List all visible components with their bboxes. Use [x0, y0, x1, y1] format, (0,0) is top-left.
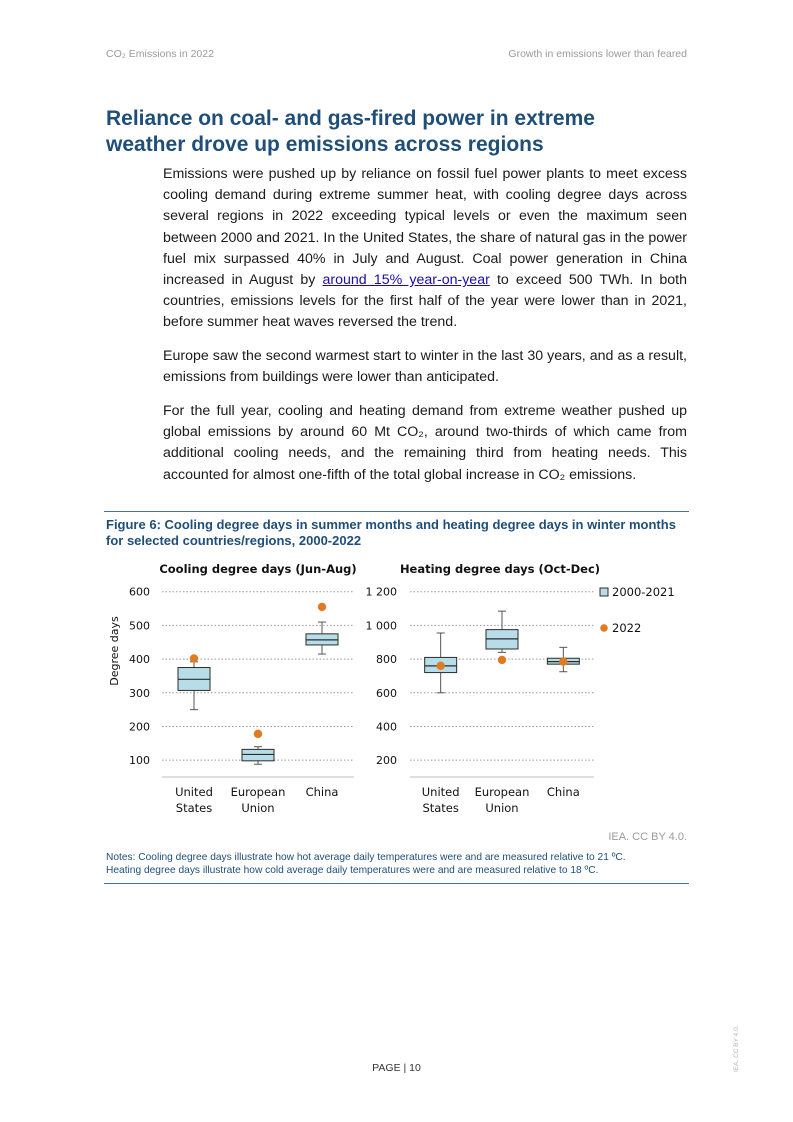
figure-chart — [100, 555, 700, 825]
chart2-category-label: European — [474, 785, 530, 799]
chart1-point-2022 — [190, 654, 198, 662]
figure-bottom-divider — [104, 883, 689, 884]
chart1-ytick-label: 200 — [129, 720, 150, 734]
chart1-ytick-label: 100 — [129, 754, 150, 768]
chart2-ytick-label: 1 200 — [365, 585, 397, 599]
chart1-category-label: United — [175, 785, 213, 799]
chart1-title: Cooling degree days (Jun-Aug) — [159, 562, 357, 576]
page-number: PAGE | 10 — [372, 1062, 421, 1074]
figure-notes-line-1: Notes: Cooling degree days illustrate how hot average daily temperatures were and are measured relative to 21 ºC. — [106, 852, 626, 863]
chart1-ytick-label: 400 — [129, 653, 150, 667]
chart2-point-2022 — [436, 662, 444, 670]
paragraph-1-text-a: Emissions were pushed up by reliance on fossil fuel power plants to meet excess cooling demand during extreme summer heat, with cooling degree days across several regions in 2022 exceeding typical levels or even the maximum seen between 2000 and 2021. In the United States, the share of natural gas in the power fuel mix surpassed 40% in July and August. Coal power generation in China increased in August by — [163, 166, 687, 289]
chart2-point-2022 — [498, 656, 506, 664]
chart2-category-label: United — [421, 785, 460, 799]
page-title: Reliance on coal- and gas-fired power in extreme weather drove up emissions across regions — [106, 107, 595, 156]
chart1-ytick-label: 300 — [129, 686, 150, 700]
chart1-category-label: European — [230, 785, 286, 799]
chart1-box — [242, 749, 274, 760]
paragraph-1 — [163, 164, 687, 334]
chart2-category-label: States — [422, 801, 459, 815]
chart1-ytick-label: 600 — [129, 585, 150, 599]
chart2-ytick-label: 400 — [376, 720, 397, 734]
figure-title: Figure 6: Cooling degree days in summer months and heating degree days in winter months for selected countries/regions, 2000-2022 — [106, 517, 676, 548]
chart1-ytick-label: 500 — [129, 619, 150, 633]
header-section-title: Growth in emissions lower than feared — [508, 48, 687, 60]
paragraph-1-text-b: to exceed 500 TWh. In both countries, emissions levels for the first half of the year were lower than in 2021, before summer heat waves reversed the trend. — [163, 272, 688, 331]
chart2-category-label: China — [546, 785, 580, 799]
chart1-category-label: States — [175, 801, 213, 815]
figure-credit: IEA. CC BY 4.0. — [608, 831, 687, 843]
chart2-ytick-label: 200 — [376, 754, 397, 768]
chart1-category-label: Union — [241, 801, 275, 815]
chart2-ytick-label: 800 — [376, 653, 397, 667]
legend-label: 2022 — [612, 621, 642, 635]
chart2-category-label: Union — [485, 801, 519, 815]
chart1-point-2022 — [254, 730, 262, 738]
chart2-point-2022 — [559, 657, 567, 665]
legend-box-swatch — [600, 588, 608, 596]
paragraph-3: For the full year, cooling and heating demand from extreme weather pushed up global emissions by around 60 Mt CO₂, around two-thirds of which came from additional cooling needs, and the remaining third from heating needs. This accounted for almost one-fifth of the total global increase in CO₂ emissions. — [163, 403, 687, 483]
figure-top-divider — [104, 511, 689, 512]
legend-label: 2000-2021 — [612, 585, 675, 599]
chart2-ytick-label: 600 — [376, 686, 397, 700]
chart1-y-axis-label: Degree days — [108, 616, 121, 686]
chart2-ytick-label: 1 000 — [365, 619, 397, 633]
paragraph-2: Europe saw the second warmest start to winter in the last 30 years, and as a result, emissions from buildings were lower than anticipated. — [163, 348, 687, 386]
side-license-text: IEA. CC BY 4.0. — [733, 1025, 740, 1072]
year-on-year-link[interactable]: around 15% year-on-year — [322, 272, 490, 289]
header-report-title: CO₂ Emissions in 2022 — [106, 48, 214, 60]
figure-notes-line-2: Heating degree days illustrate how cold average daily temperatures were and are measured relative to 18 ºC. — [106, 864, 599, 876]
chart1-point-2022 — [318, 603, 326, 611]
chart1-category-label: China — [305, 785, 339, 799]
legend-dot-swatch — [600, 624, 608, 632]
figure-notes — [106, 852, 686, 877]
chart2-title: Heating degree days (Oct-Dec) — [399, 562, 601, 576]
